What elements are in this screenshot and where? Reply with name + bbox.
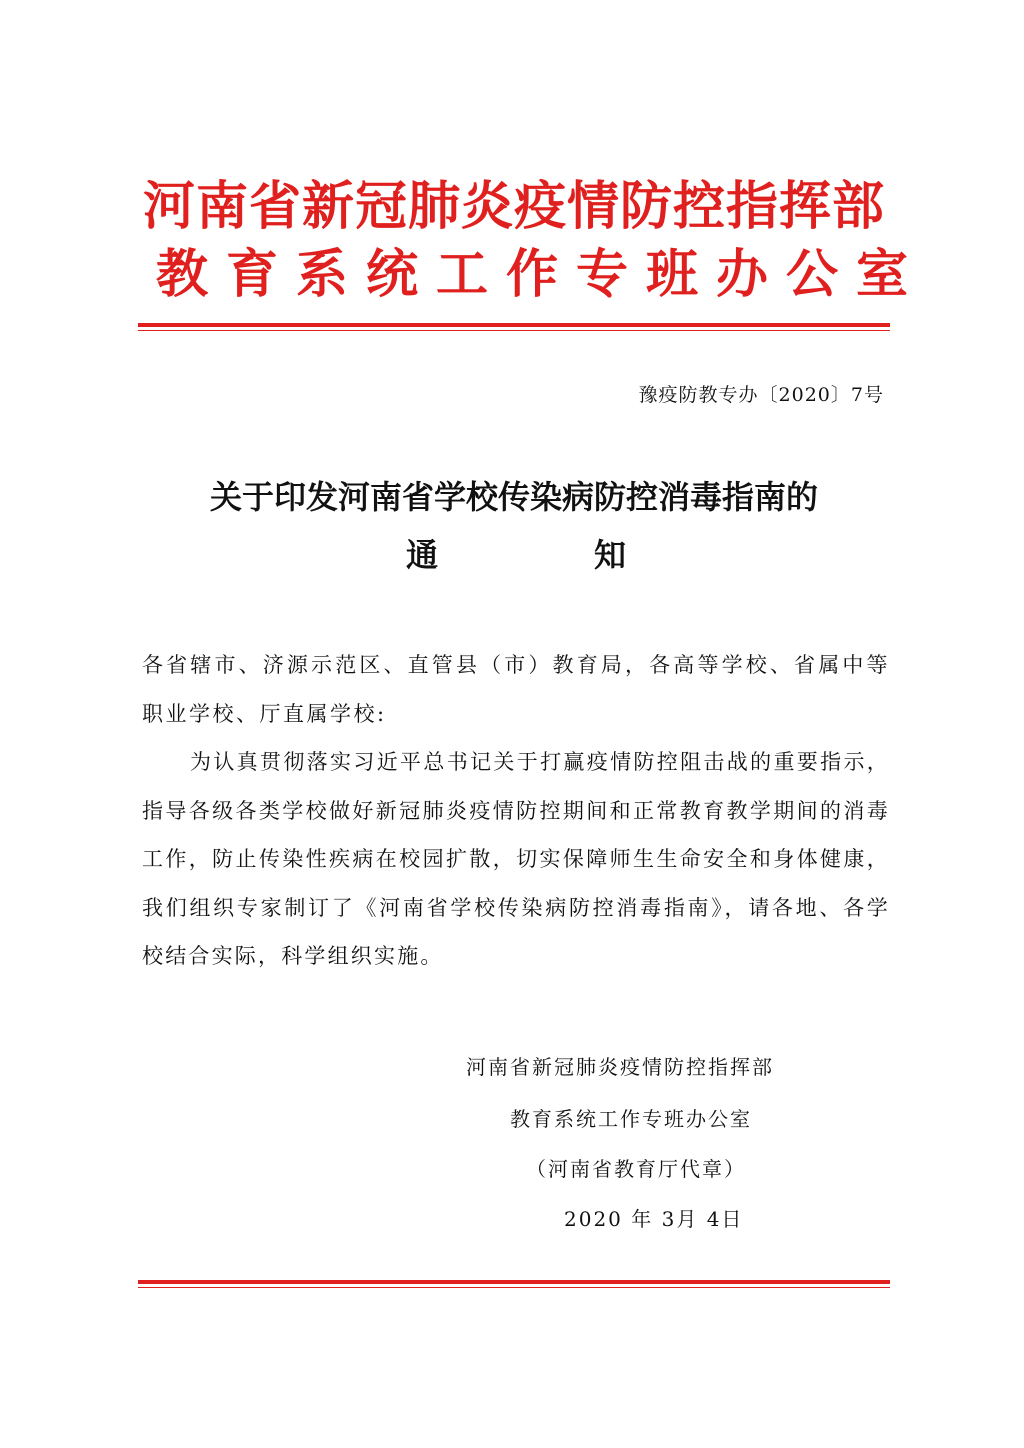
letterhead-org-line1: 河南省新冠肺炎疫情防控指挥部 [142, 177, 885, 237]
document-number: 豫疫防教专办〔2020〕7号 [638, 384, 884, 406]
header-red-rule-thick [138, 323, 890, 327]
letterhead-org-line2: 教育系统工作专班办公室 [156, 245, 927, 305]
document-title-line1: 关于印发河南省学校传染病防控消毒指南的 [209, 478, 818, 516]
footer-red-rule-thick [138, 1280, 890, 1284]
signature-date: 2020 年 3月 4日 [564, 1207, 744, 1231]
body-paragraph: 为认真贯彻落实习近平总书记关于打赢疫情防控阻击战的重要指示，指导各级各类学校做好新冠肺炎疫情防控期间和正常教育教学期间的消毒工作，防止传染性疾病在校园扩散，切实保障师生生命安全和身体健康，我们组织专家制订了《河南省学校传染病防控消毒指南》，请各地、各学校结合实际，科学组织实施。 [142, 750, 890, 968]
signature-org-line2: 教育系统工作专班办公室 [510, 1107, 752, 1131]
header-red-rule-thin [138, 330, 890, 331]
document-title-line2: 通知 [406, 536, 626, 574]
salutation: 各省辖市、济源示范区、直管县（市）教育局，各高等学校、省属中等职业学校、厅直属学校: [142, 653, 890, 726]
footer-red-rule-thin [138, 1287, 890, 1288]
signature-seal-note: （河南省教育厅代章） [526, 1157, 746, 1181]
signature-org-line1: 河南省新冠肺炎疫情防控指挥部 [466, 1055, 774, 1079]
